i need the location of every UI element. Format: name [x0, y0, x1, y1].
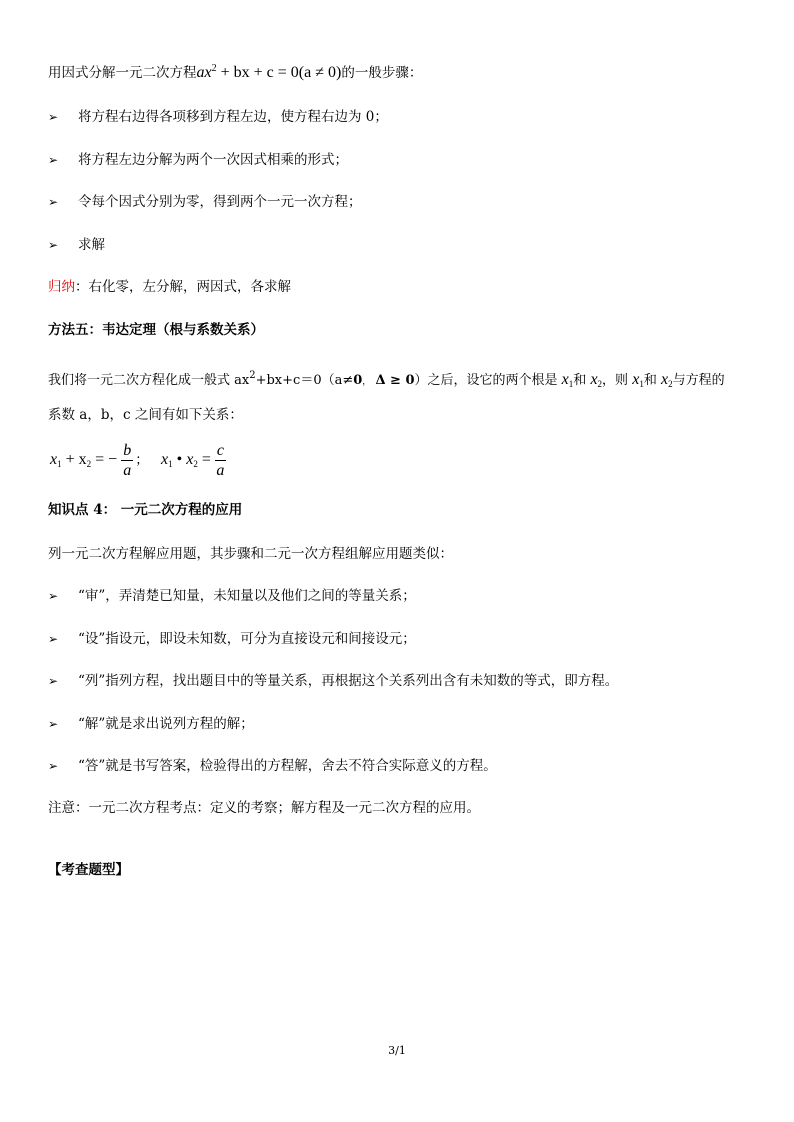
root-x2	[661, 371, 673, 388]
product-formula	[160, 441, 226, 479]
bullet-arrow-icon: ➢	[48, 589, 59, 603]
equals-sign: =	[201, 451, 211, 468]
subscript: 1	[639, 379, 644, 389]
app-step-text: “审”，弄清楚已知量，未知量以及他们之间的等量关系；	[78, 588, 416, 604]
subscript: 2	[597, 379, 603, 389]
method5-heading: 方法五：韦达定理（根与系数关系）	[48, 322, 264, 338]
bullet-arrow-icon: ➢	[48, 759, 59, 773]
subscript: 1	[168, 459, 173, 469]
page-number: 3/1	[388, 1044, 406, 1057]
vieta-paragraph-line1	[48, 367, 725, 393]
fraction-b-over-a	[121, 441, 133, 480]
subscript: 1	[568, 379, 574, 389]
var-x: x	[160, 451, 169, 468]
delta-condition: Δ ≥ 0	[375, 373, 415, 388]
vieta-text: +bx+c＝0（a≠	[255, 373, 354, 388]
app-step-text: “设”指设元，即设未知数，可分为直接设元和间接设元；	[78, 631, 416, 647]
step-text: 求解	[78, 237, 105, 253]
app-step-text: “答”就是书写答案，检验得出的方程解，舍去不符合实际意义的方程。	[78, 758, 497, 774]
bullet-arrow-icon: ➢	[48, 195, 59, 209]
vieta-text: ，则	[602, 373, 629, 388]
vieta-zero: 0	[353, 373, 363, 388]
sum-formula	[50, 441, 133, 479]
quadratic-equation	[197, 64, 342, 81]
intro-text: 用因式分解一元二次方程	[48, 65, 197, 81]
equals-minus: = −	[95, 451, 118, 468]
summary-text: ：右化零，左分解，两因式，各求解	[75, 279, 291, 295]
vieta-text: 我们将一元二次方程化成一般式 ax	[48, 373, 250, 388]
root-x2	[590, 371, 602, 388]
var-x: x	[632, 371, 640, 388]
eq-exponent: 2	[211, 63, 217, 74]
denominator-a: a	[123, 461, 132, 479]
kp4-heading: 知识点 4： 一元二次方程的应用	[48, 502, 243, 518]
vieta-formula	[50, 440, 226, 484]
app-step-text: “列”指列方程，找出题目中的等量关系，再根据这个关系列出含有未知数的等式，即方程。	[78, 673, 619, 689]
bullet-arrow-icon: ➢	[48, 153, 59, 167]
vieta-text: 与方程的	[672, 373, 725, 388]
eq-rest: + bx + c = 0(a ≠ 0)	[220, 64, 342, 81]
var-x: x	[186, 451, 194, 468]
dot-operator: •	[176, 451, 183, 468]
plus-x: + x	[65, 451, 87, 468]
numerator-b: b	[123, 441, 132, 459]
intro-text-after: 的一般步骤：	[341, 65, 423, 81]
bullet-arrow-icon: ➢	[48, 238, 59, 252]
eq-term-ax: ax	[196, 64, 212, 81]
bullet-arrow-icon: ➢	[48, 632, 59, 646]
subscript: 2	[86, 459, 92, 469]
root-x1	[562, 371, 574, 388]
vieta-exponent: 2	[249, 370, 256, 381]
vieta-text: ）之后，设它的两个根是	[414, 373, 558, 388]
var-x: x	[561, 371, 569, 388]
fraction-c-over-a	[215, 441, 226, 480]
app-step-text: “解”就是求出说列方程的解；	[78, 716, 254, 732]
vieta-comma: ，	[362, 377, 372, 387]
summary-label: 归纳	[48, 279, 75, 295]
step-text: 将方程右边得各项移到方程左边，使方程右边为 0；	[78, 109, 388, 125]
var-x: x	[50, 451, 58, 468]
bullet-arrow-icon: ➢	[48, 674, 59, 688]
step-text: 将方程左边分解为两个一次因式相乘的形式；	[78, 152, 348, 168]
root-x1	[632, 371, 644, 388]
var-x: x	[590, 371, 598, 388]
denominator-a: a	[216, 461, 225, 479]
bullet-arrow-icon: ➢	[48, 717, 59, 731]
vieta-text: 和	[643, 373, 657, 388]
vieta-paragraph-line2: 系数 a，b，c 之间有如下关系：	[48, 407, 243, 423]
app-intro: 列一元二次方程解应用题，其步骤和二元一次方程组解应用题类似：	[48, 546, 453, 562]
numerator-c: c	[216, 441, 224, 459]
subscript: 2	[668, 379, 673, 389]
step-text: 令每个因式分别为零，得到两个一元一次方程；	[78, 194, 362, 210]
formula-separator: ；	[135, 452, 149, 468]
var-x: x	[660, 371, 669, 388]
subscript: 1	[57, 459, 62, 469]
subscript: 2	[193, 459, 198, 469]
intro-line	[48, 60, 422, 82]
vieta-text: 和	[573, 373, 587, 388]
note-line: 注意：一元二次方程考点：定义的考察；解方程及一元二次方程的应用。	[48, 800, 480, 816]
summary-line	[48, 278, 291, 296]
exam-types-heading: 【考查题型】	[48, 862, 129, 878]
bullet-arrow-icon: ➢	[48, 110, 59, 124]
